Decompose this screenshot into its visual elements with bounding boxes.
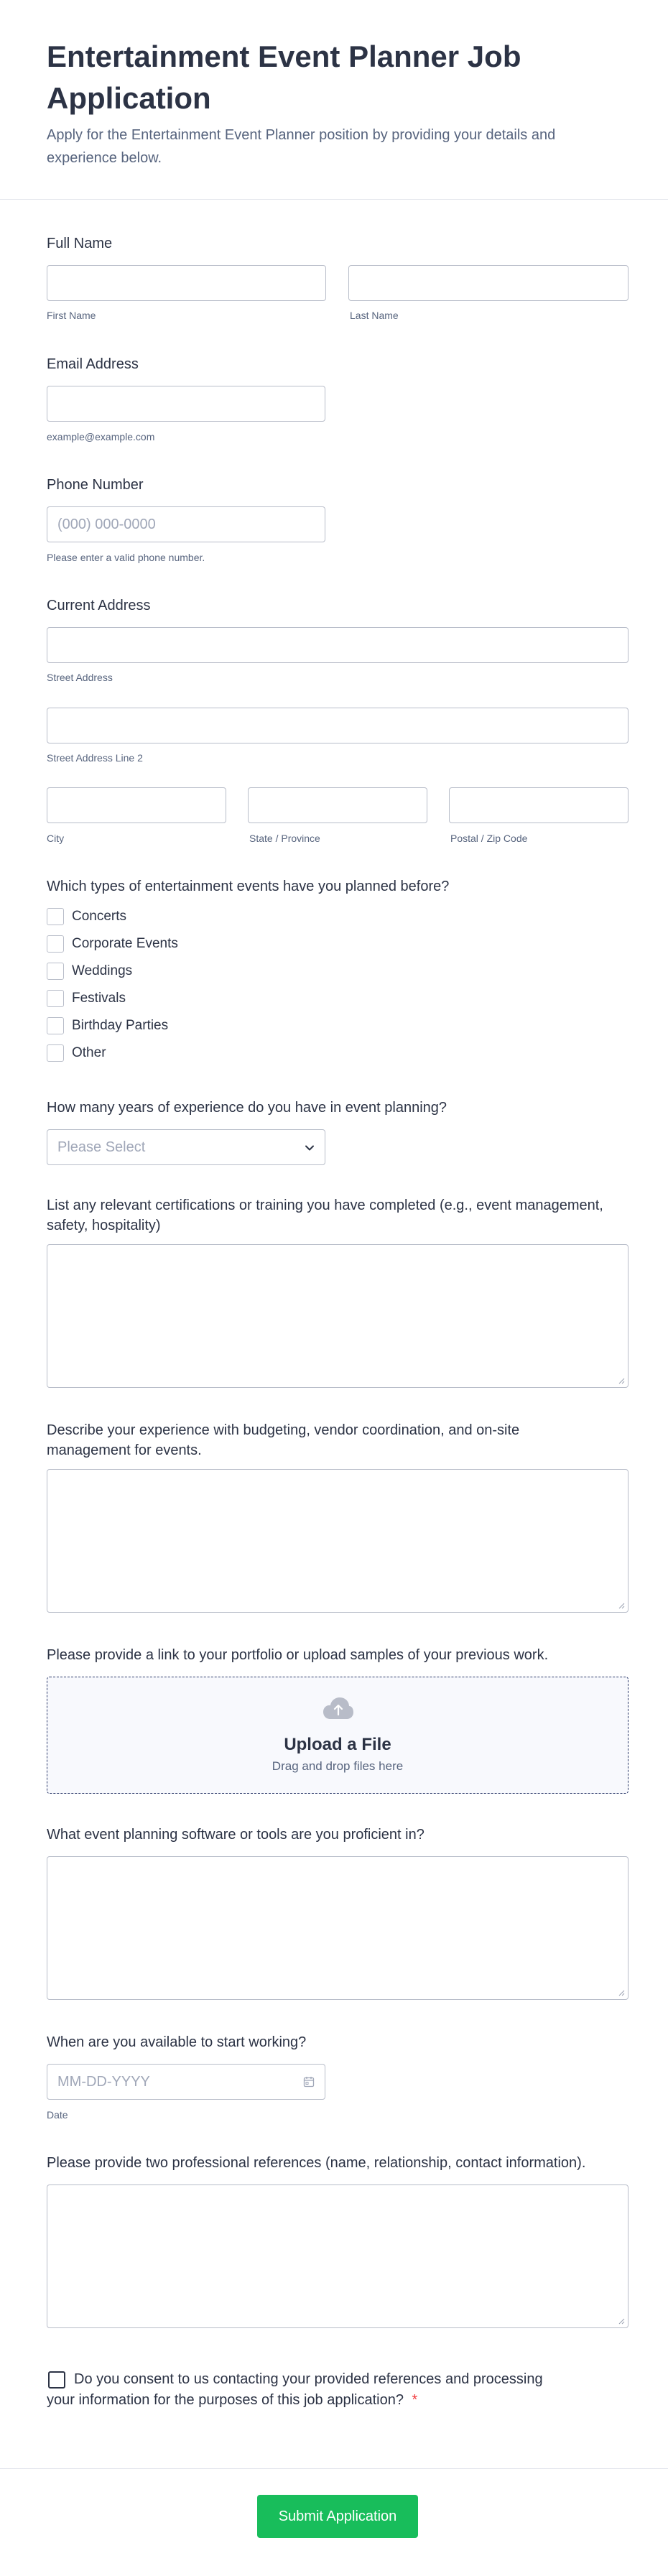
submit-application-button[interactable]: Submit Application <box>257 2495 418 2538</box>
checkbox-label: Weddings <box>72 963 133 978</box>
event-types-label: Which types of entertainment events have you planned before? <box>47 879 450 894</box>
experience-select[interactable] <box>47 1129 325 1165</box>
date-sublabel: Date <box>47 2109 68 2121</box>
upload-hint: Drag and drop files here <box>272 1759 404 1773</box>
address-label: Current Address <box>47 598 151 613</box>
date-placeholder: MM-DD-YYYY <box>57 2074 150 2090</box>
experience-placeholder: Please Select <box>57 1139 146 1155</box>
street-address-sublabel: Street Address <box>47 672 113 683</box>
checkbox[interactable] <box>47 908 64 925</box>
phone-input[interactable] <box>47 506 325 542</box>
street-address-input[interactable] <box>47 627 628 663</box>
resize-grip-icon[interactable] <box>618 1377 625 1384</box>
checkbox-label: Corporate Events <box>72 936 178 951</box>
experience-label: How many years of experience do you have in event planning? <box>47 1100 447 1116</box>
resize-grip-icon[interactable] <box>618 1602 625 1609</box>
checkbox-label: Birthday Parties <box>72 1018 169 1033</box>
file-upload-dropzone[interactable] <box>47 1677 628 1794</box>
first-name-sublabel: First Name <box>47 310 96 321</box>
portfolio-label: Please provide a link to your portfolio or upload samples of your previous work. <box>47 1647 549 1663</box>
certifications-textarea[interactable] <box>47 1244 628 1388</box>
last-name-input[interactable] <box>348 265 628 301</box>
budgeting-label: Describe your experience with budgeting, vendor coordination, and on-site management for events. <box>47 1422 520 1458</box>
email-label: Email Address <box>47 356 139 372</box>
software-textarea[interactable] <box>47 1856 628 2000</box>
checkbox-label: Festivals <box>72 991 126 1006</box>
state-sublabel: State / Province <box>249 833 320 844</box>
cloud-upload-icon <box>322 1696 355 1720</box>
checkbox-option[interactable] <box>47 1017 168 1034</box>
checkbox-label: Other <box>72 1045 106 1060</box>
start-date-input[interactable] <box>47 2064 325 2100</box>
checkbox-option[interactable] <box>47 935 178 953</box>
checkbox[interactable] <box>47 1044 64 1062</box>
upload-title: Upload a File <box>284 1735 391 1754</box>
resize-grip-icon[interactable] <box>618 2317 625 2325</box>
budgeting-textarea[interactable] <box>47 1469 628 1613</box>
email-sublabel: example@example.com <box>47 431 155 443</box>
software-label: What event planning software or tools are you proficient in? <box>47 1827 425 1843</box>
calendar-icon[interactable] <box>303 2076 315 2088</box>
checkbox[interactable] <box>47 1017 64 1034</box>
references-label: Please provide two professional references (name, relationship, contact information). <box>47 2155 586 2171</box>
resize-grip-icon[interactable] <box>618 1989 625 1996</box>
street-address-line2-sublabel: Street Address Line 2 <box>47 752 143 764</box>
checkbox-label: Concerts <box>72 909 127 924</box>
footer-divider <box>0 2468 668 2469</box>
email-input[interactable] <box>47 386 325 422</box>
checkbox[interactable] <box>47 963 64 980</box>
full-name-label: Full Name <box>47 236 113 251</box>
state-input[interactable] <box>248 787 427 823</box>
zip-sublabel: Postal / Zip Code <box>450 833 528 844</box>
form-title: Entertainment Event Planner Job Application <box>47 40 521 115</box>
last-name-sublabel: Last Name <box>350 310 399 321</box>
city-input[interactable] <box>47 787 226 823</box>
phone-placeholder: (000) 000-0000 <box>57 516 156 532</box>
phone-sublabel: Please enter a valid phone number. <box>47 552 205 563</box>
start-date-label: When are you available to start working? <box>47 2034 307 2050</box>
city-sublabel: City <box>47 833 65 844</box>
certifications-label: List any relevant certifications or training you have completed (e.g., event management, safety, hospitality) <box>47 1197 603 1233</box>
consent-label: Do you consent to us contacting your provided references and processing your information for the purposes of this job application? <box>47 2371 543 2408</box>
required-asterisk: * <box>412 2392 418 2408</box>
checkbox-option[interactable] <box>47 990 126 1007</box>
phone-label: Phone Number <box>47 477 144 493</box>
street-address-line2-input[interactable] <box>47 708 628 743</box>
references-textarea[interactable] <box>47 2184 628 2328</box>
zip-input[interactable] <box>449 787 628 823</box>
checkbox[interactable] <box>47 935 64 953</box>
chevron-down-icon <box>305 1143 315 1153</box>
checkbox-option[interactable] <box>47 1044 106 1062</box>
first-name-input[interactable] <box>47 265 326 301</box>
form-subtitle: Apply for the Entertainment Event Planner position by providing your details and experience below. <box>47 127 556 166</box>
consent-text <box>47 2369 564 2411</box>
checkbox-option[interactable] <box>47 963 132 980</box>
checkbox-option[interactable] <box>47 908 126 925</box>
form-header <box>0 0 668 200</box>
checkbox[interactable] <box>47 990 64 1007</box>
